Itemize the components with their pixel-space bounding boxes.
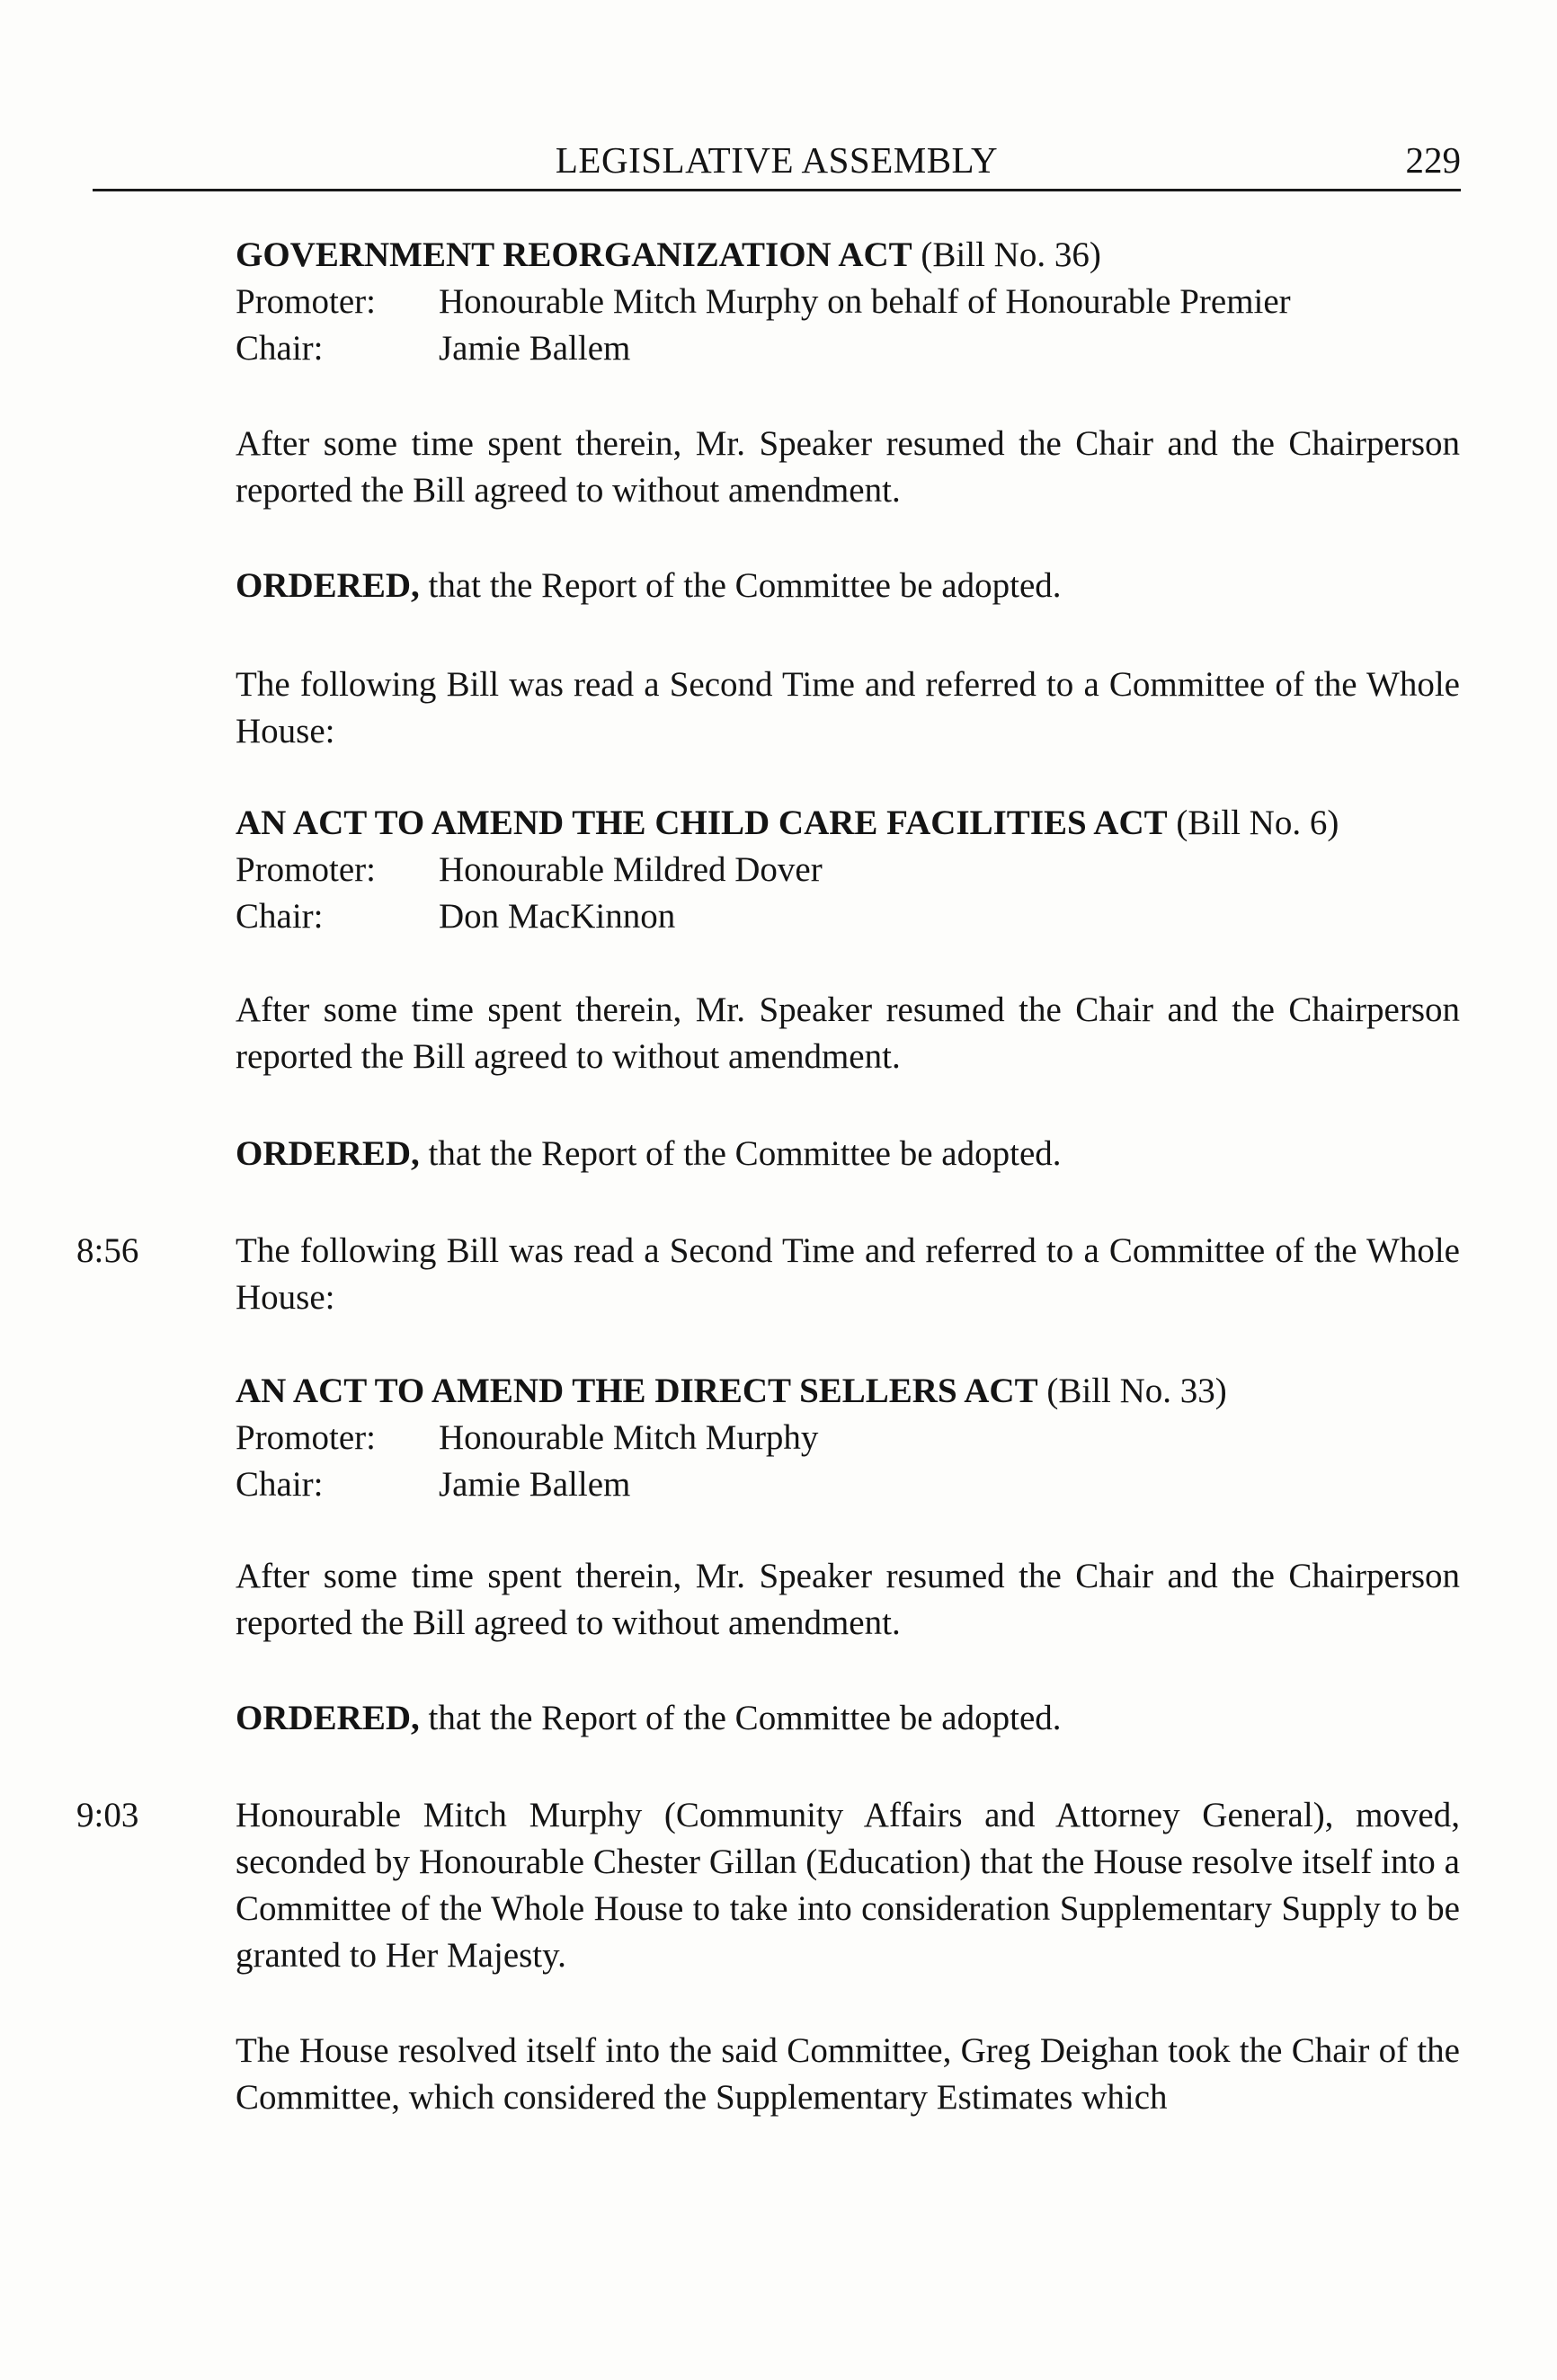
committee-paragraph: The House resolved itself into the said Committee, Greg Deighan took the Chair of the Committee, which considered the Supplementary Estimates which <box>236 2031 1460 2117</box>
promoter-row <box>236 279 1460 325</box>
bill-heading <box>236 232 1460 279</box>
chair-row <box>236 1461 1460 1508</box>
bill-ref: (Bill No. 6) <box>1176 804 1339 842</box>
bill-heading <box>236 800 1460 847</box>
bill-entry <box>236 1368 1460 1508</box>
bill-title: GOVERNMENT REORGANIZATION ACT <box>236 235 912 274</box>
ordered-text: that the Report of the Committee be adopted. <box>419 566 1062 605</box>
ordered-paragraph <box>236 1695 1460 1742</box>
chair-label: Chair: <box>236 329 324 368</box>
bill-title: AN ACT TO AMEND THE DIRECT SELLERS ACT <box>236 1372 1038 1410</box>
promoter-row <box>236 1415 1460 1461</box>
ordered-keyword: ORDERED, <box>236 1134 420 1173</box>
second-reading-paragraph: The following Bill was read a Second Time and referred to a Committee of the Whole House: <box>236 665 1460 750</box>
chair-row <box>236 325 1460 372</box>
chair-row <box>236 893 1460 940</box>
promoter-label: Promoter: <box>236 850 376 889</box>
ordered-paragraph <box>236 1131 1460 1177</box>
bill-entry <box>236 800 1460 940</box>
promoter-label: Promoter: <box>236 1418 376 1457</box>
promoter-label: Promoter: <box>236 282 376 321</box>
promoter-row <box>236 847 1460 893</box>
report-paragraph: After some time spent therein, Mr. Speaker resumed the Chair and the Chairperson reported the Bill agreed to without amendment. <box>236 1557 1460 1642</box>
report-paragraph: After some time spent therein, Mr. Speaker resumed the Chair and the Chairperson reported the Bill agreed to without amendment. <box>236 990 1460 1076</box>
time-stamp: 8:56 <box>76 1231 139 1270</box>
ordered-text: that the Report of the Committee be adopted. <box>419 1134 1062 1173</box>
ordered-paragraph <box>236 563 1460 609</box>
report-paragraph: After some time spent therein, Mr. Speaker resumed the Chair and the Chairperson reported the Bill agreed to without amendment. <box>236 424 1460 510</box>
bill-title: AN ACT TO AMEND THE CHILD CARE FACILITIES ACT <box>236 804 1168 842</box>
ordered-text: that the Report of the Committee be adopted. <box>419 1699 1062 1737</box>
page-number: 229 <box>1405 139 1461 181</box>
promoter-name: Honourable Mitch Murphy on behalf of Honourable Premier <box>439 282 1291 321</box>
promoter-name: Honourable Mildred Dover <box>439 850 823 889</box>
bill-ref: (Bill No. 33) <box>1046 1372 1227 1410</box>
time-stamp: 9:03 <box>76 1796 139 1834</box>
page-header <box>93 133 1461 191</box>
bill-entry <box>236 232 1460 372</box>
chair-name: Jamie Ballem <box>439 1465 631 1504</box>
promoter-name: Honourable Mitch Murphy <box>439 1418 819 1457</box>
chair-name: Don MacKinnon <box>439 897 676 936</box>
chair-label: Chair: <box>236 897 324 936</box>
bill-ref: (Bill No. 36) <box>921 235 1101 274</box>
ordered-keyword: ORDERED, <box>236 1699 420 1737</box>
chair-name: Jamie Ballem <box>439 329 631 368</box>
bill-heading <box>236 1368 1460 1415</box>
running-head: LEGISLATIVE ASSEMBLY <box>555 139 999 181</box>
chair-label: Chair: <box>236 1465 324 1504</box>
ordered-keyword: ORDERED, <box>236 566 420 605</box>
second-reading-paragraph: The following Bill was read a Second Time and referred to a Committee of the Whole House: <box>236 1231 1460 1317</box>
motion-paragraph: Honourable Mitch Murphy (Community Affairs and Attorney General), moved, seconded by Honourable Chester Gillan (Education) that the House resolve itself into a Committee of the Whole House to take into consideration Supplementary Supply to be granted to Her Majesty. <box>236 1796 1460 1975</box>
